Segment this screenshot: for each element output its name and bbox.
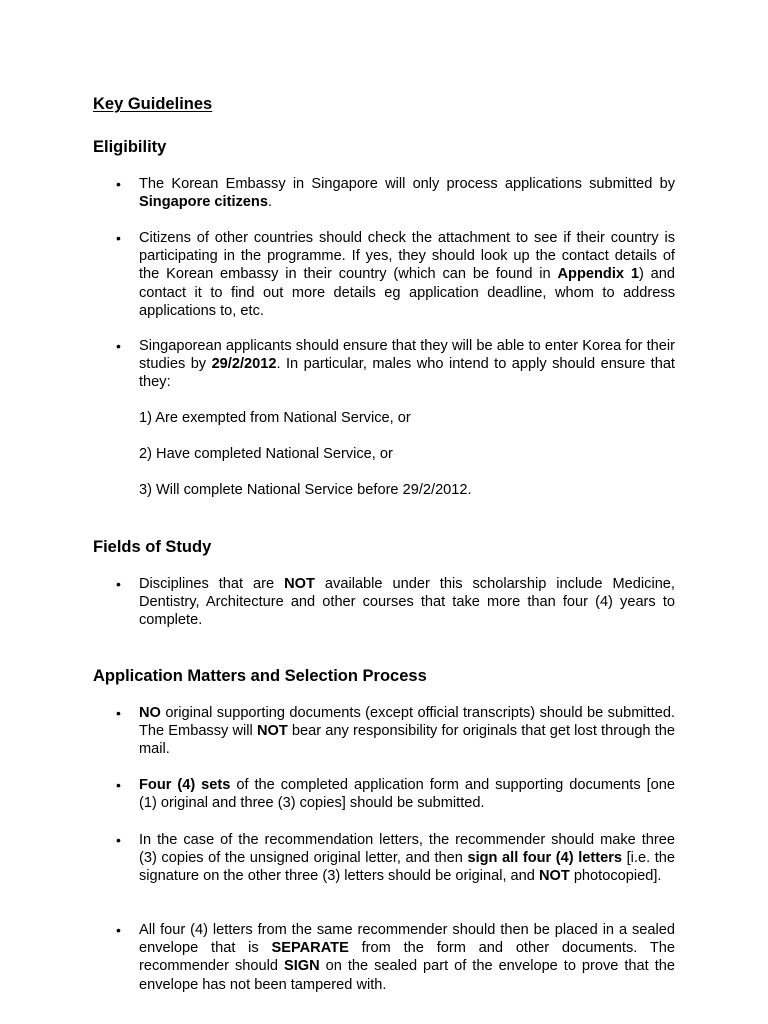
- bullet-icon: •: [116, 338, 121, 354]
- list-item-text: NO original supporting documents (except official transcripts) should be submitted. The Embassy will NOT bear any responsibility for originals that get lost through the mail.: [139, 705, 675, 758]
- bullet-icon: •: [116, 230, 121, 246]
- list-item: [116, 175, 675, 211]
- bullet-icon: •: [116, 922, 121, 938]
- list-item: [116, 776, 675, 812]
- sub-item: 1) Are exempted from National Service, or: [139, 410, 411, 426]
- list-item-text: Disciplines that are NOT available under this scholarship include Medicine, Dentistry, Architecture and other courses that take more than four (4) years to complete.: [139, 576, 675, 629]
- section-heading-application: Application Matters and Selection Process: [93, 667, 427, 685]
- list-item: [116, 229, 675, 320]
- list-item-text: All four (4) letters from the same recommender should then be placed in a sealed envelope that is SEPARATE from the form and other documents. The recommender should SIGN on the sealed part of the envelope to prove that the envelope has not been tampered with.: [139, 922, 675, 993]
- list-item: [116, 831, 675, 886]
- sub-item: 3) Will complete National Service before 29/2/2012.: [139, 482, 472, 498]
- bullet-icon: •: [116, 777, 121, 793]
- list-item-text: The Korean Embassy in Singapore will only process applications submitted by Singapore citizens.: [139, 176, 675, 211]
- list-item: [116, 921, 675, 994]
- list-item: [116, 337, 675, 392]
- list-item-text: Citizens of other countries should check the attachment to see if their country is participating in the programme. If yes, they should look up the contact details of the Korean embassy in their country (which can be found in Appendix 1) and contact it to find out more details eg application deadline, whom to address applications to, etc.: [139, 230, 676, 319]
- list-item-text: In the case of the recommendation letters, the recommender should make three (3) copies of the unsigned original letter, and then sign all four (4) letters [i.e. the signature on the other three (3) letters should be original, and NOT photocopied].: [139, 832, 675, 885]
- bullet-icon: •: [116, 705, 121, 721]
- bullet-icon: •: [116, 176, 121, 192]
- list-item-text: Singaporean applicants should ensure that they will be able to enter Korea for their studies by 29/2/2012. In particular, males who intend to apply should ensure that they:: [139, 338, 675, 391]
- bullet-icon: •: [116, 576, 121, 592]
- section-heading-fields-of-study: Fields of Study: [93, 538, 212, 556]
- list-item: [116, 575, 675, 630]
- bullet-icon: •: [116, 832, 121, 848]
- page-title: Key Guidelines: [93, 95, 213, 113]
- section-heading-eligibility: Eligibility: [93, 138, 167, 156]
- sub-item: 2) Have completed National Service, or: [139, 446, 393, 462]
- list-item-text: Four (4) sets of the completed application form and supporting documents [one (1) original and three (3) copies] should be submitted.: [139, 777, 675, 812]
- list-item: [116, 704, 675, 759]
